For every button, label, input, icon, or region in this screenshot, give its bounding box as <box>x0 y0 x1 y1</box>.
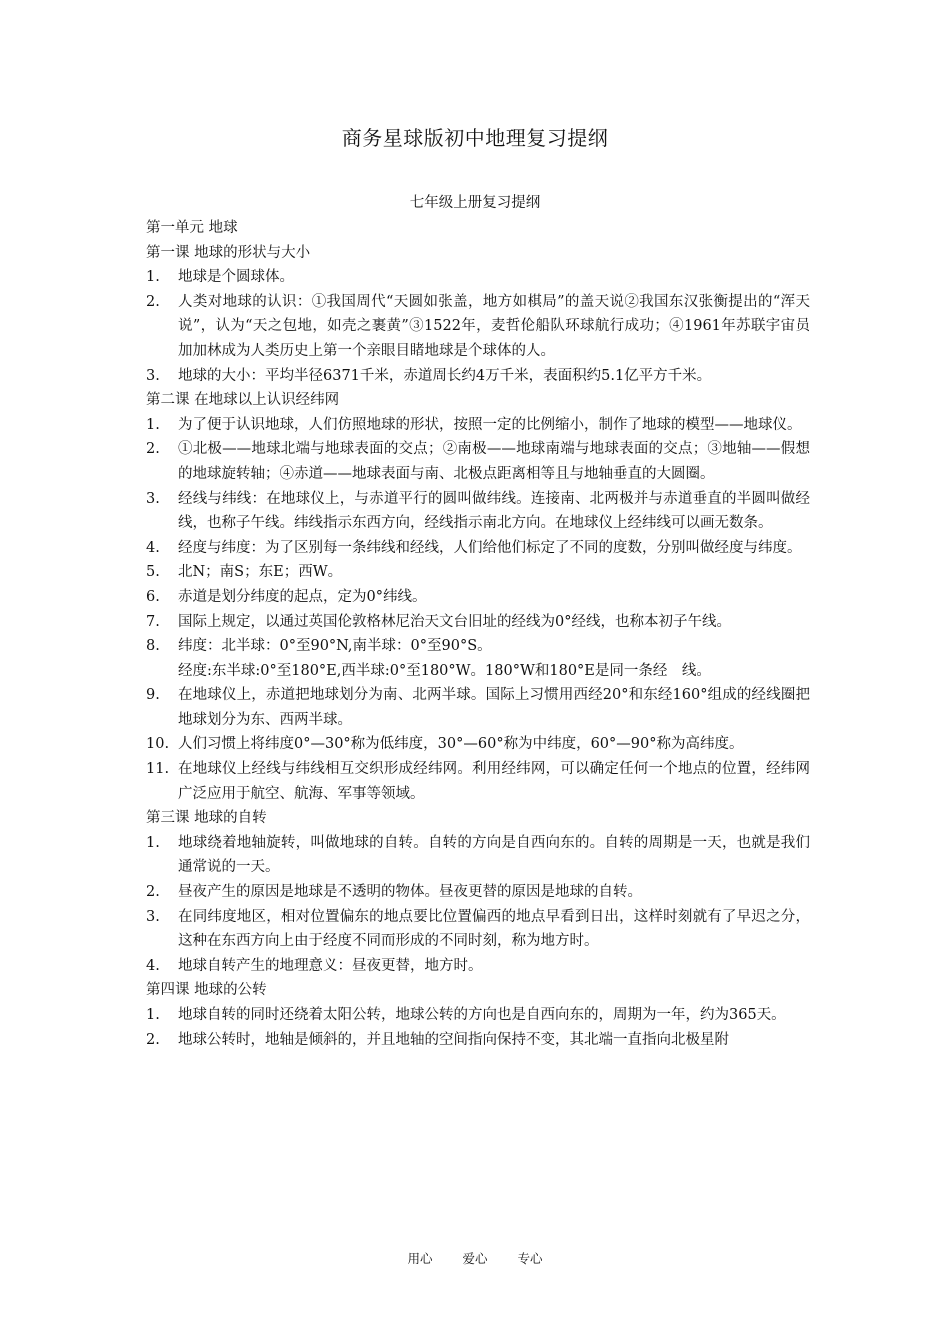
list-item <box>146 413 810 438</box>
item-text: 人类对地球的认识：①我国周代“天圆如张盖，地方如棋局”的盖天说②我国东汉张衡提出的“浑天说”，认为“天之包地，如壳之裹黄”③1522年，麦哲伦船队环球航行成功；④1961年苏联宇宙员加加林成为人类历史上第一个亲眼目睹地球是个球体的人。 <box>178 293 810 359</box>
item-text: 人们习惯上将纬度0°—30°称为低纬度，30°—60°称为中纬度，60°—90°称为高纬度。 <box>178 736 744 753</box>
item-number: 2. <box>146 441 160 458</box>
list-item <box>146 437 810 486</box>
item-text: 国际上规定，以通过英国伦敦格林尼治天文台旧址的经线为0°经线，也称本初子午线。 <box>178 613 731 630</box>
item-number: 2. <box>146 1031 160 1048</box>
list-item <box>146 364 810 389</box>
list-item <box>146 732 810 757</box>
list-item <box>146 683 810 732</box>
item-text: 经度与纬度：为了区别每一条纬线和经线，人们给他们标定了不同的度数，分别叫做经度与纬度。 <box>178 539 802 556</box>
list-item <box>146 954 810 979</box>
list-item <box>146 536 810 561</box>
item-number: 7. <box>146 613 160 630</box>
item-text: 地球自转的同时还绕着太阳公转，地球公转的方向也是自西向东的，周期为一年，约为365天。 <box>178 1007 786 1023</box>
item-number: 3. <box>146 490 160 507</box>
list-item <box>146 1003 810 1028</box>
list-item <box>146 1028 810 1053</box>
item-number: 6. <box>146 588 160 605</box>
list-item <box>146 487 810 536</box>
item-text: 赤道是划分纬度的起点，定为0°纬线。 <box>178 588 427 605</box>
list-item <box>146 560 810 585</box>
list-item <box>146 610 810 635</box>
item-text: 在地球仪上，赤道把地球划分为南、北两半球。国际上习惯用西经20°和东经160°组成的经线圈把地球划分为东、西两半球。 <box>178 687 810 728</box>
lesson-heading: 第四课 地球的公转 <box>146 982 267 999</box>
item-number: 1. <box>146 1007 160 1023</box>
item-number: 8. <box>146 638 160 655</box>
item-number: 11. <box>146 761 170 778</box>
item-number: 2. <box>146 884 160 901</box>
list-item <box>146 634 810 659</box>
item-number: 5. <box>146 564 160 581</box>
list-item <box>146 290 810 364</box>
page-footer <box>0 1249 950 1267</box>
list-item <box>146 757 810 806</box>
item-number: 4. <box>146 539 160 556</box>
page-title: 商务星球版初中地理复习提纲 <box>341 126 609 150</box>
item-text: 地球是个圆球体。 <box>178 269 294 286</box>
section-subtitle: 七年级上册复习提纲 <box>409 195 541 211</box>
item-number: 10. <box>146 736 170 753</box>
item-number: 1. <box>146 269 160 286</box>
item-continuation: 经度:东半球:0°至180°E,西半球:0°至180°W。180°W和180°E是同一条经 线。 <box>178 662 711 679</box>
lesson-heading: 第三课 地球的自转 <box>146 810 267 827</box>
item-number: 3. <box>146 367 160 384</box>
item-text: 在同纬度地区，相对位置偏东的地点要比位置偏西的地点早看到日出，这样时刻就有了早迟之分，这种在东西方向上由于经度不同而形成的不同时刻，称为地方时。 <box>178 908 810 950</box>
list-item <box>146 831 810 880</box>
list-item <box>146 880 810 905</box>
list-item <box>146 905 810 954</box>
item-text: 北N；南S；东E；西W。 <box>178 564 343 581</box>
item-text: 纬度：北半球：0°至90°N,南半球：0°至90°S。 <box>178 638 492 655</box>
item-text: 在地球仪上经线与纬线相互交织形成经纬网。利用经纬网，可以确定任何一个地点的位置，经纬网广泛应用于航空、航海、军事等领域。 <box>178 761 810 802</box>
footer-text: 爱心 <box>462 1251 488 1266</box>
lesson-heading: 第一课 地球的形状与大小 <box>146 244 311 261</box>
unit-heading: 第一单元 地球 <box>146 220 238 236</box>
item-text: 经线与纬线：在地球仪上，与赤道平行的圆叫做纬线。连接南、北两极并与赤道垂直的半圆叫做经线，也称子午线。纬线指示东西方向，经线指示南北方向。在地球仪上经纬线可以画无数条。 <box>178 490 810 532</box>
list-item <box>146 585 810 610</box>
item-text: 为了便于认识地球，人们仿照地球的形状，按照一定的比例缩小，制作了地球的模型——地球仪。 <box>178 416 802 433</box>
footer-text: 用心 <box>407 1251 433 1266</box>
item-text: 昼夜产生的原因是地球是不透明的物体。昼夜更替的原因是地球的自转。 <box>178 884 642 901</box>
item-number: 1. <box>146 416 160 433</box>
item-number: 3. <box>146 908 160 925</box>
item-text: 地球公转时，地轴是倾斜的，并且地轴的空间指向保持不变，其北端一直指向北极星附 <box>178 1031 729 1048</box>
item-number: 4. <box>146 957 160 974</box>
list-item <box>146 265 810 290</box>
lesson-heading: 第二课 在地球以上认识经纬网 <box>146 392 340 409</box>
item-number: 9. <box>146 687 160 704</box>
item-text: 地球自转产生的地理意义：昼夜更替，地方时。 <box>178 957 483 974</box>
footer-text: 专心 <box>517 1251 543 1266</box>
item-text: 地球的大小：平均半径6371千米，赤道周长约4万千米，表面积约5.1亿平方千米。 <box>178 367 712 384</box>
item-text: 地球绕着地轴旋转，叫做地球的自转。自转的方向是自西向东的。自转的周期是一天，也就是我们通常说的一天。 <box>178 834 810 876</box>
document-body <box>146 216 810 1052</box>
item-number: 1. <box>146 834 160 851</box>
item-text: ①北极——地球北端与地球表面的交点；②南极——地球南端与地球表面的交点；③地轴——假想的地球旋转轴；④赤道——地球表面与南、北极点距离相等且与地轴垂直的大圆圈。 <box>178 441 810 482</box>
item-number: 2. <box>146 293 160 310</box>
